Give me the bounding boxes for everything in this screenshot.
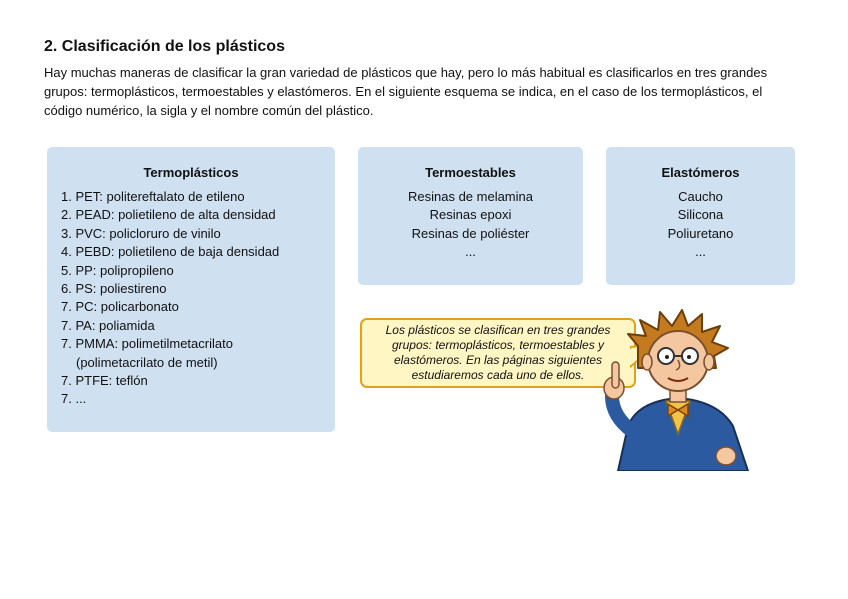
intro-paragraph: Hay muchas maneras de clasificar la gran variedad de plásticos que hay, pero lo más habitual es clasificarlos en tres grandes grupos: termoplásticos, termoestables y elastómeros. En el siguiente esquema se indica, en el caso de los termoplásticos, el código numérico, la sigla y el nombre común del plástico. — [44, 65, 768, 118]
list-item: ... — [695, 244, 706, 260]
list-item: 7. PMMA: polimetilmetacrilato — [61, 336, 233, 352]
list-item: 7. PA: poliamida — [61, 317, 155, 333]
list-item: Poliuretano — [667, 225, 734, 241]
thermoplastics-box — [47, 147, 335, 432]
thermosets-list — [358, 188, 583, 262]
list-item: 5. PP: polipropileno — [61, 262, 174, 278]
speech-bubble: Los plásticos se clasifican en tres grandes grupos: termoplásticos, termoestables y elastómeros. En las páginas siguientes estudiaremos cada uno de ellos. — [360, 318, 636, 388]
list-item: 1. PET: politereftalato de etileno — [61, 189, 245, 204]
list-item: Resinas de melamina — [407, 189, 533, 204]
list-item: Resinas de poliéster — [411, 225, 530, 241]
list-item: Silicona — [677, 207, 724, 223]
list-item: Resinas epoxi — [429, 207, 512, 223]
elastomers-heading: Elastómeros — [661, 165, 740, 180]
elastomers-box — [606, 147, 795, 285]
list-item-continuation: (polimetacrilato de metil) — [76, 354, 218, 370]
elastomers-list — [606, 188, 795, 262]
list-item: 7. PTFE: teflón — [61, 373, 148, 389]
thermosets-heading: Termoestables — [425, 165, 516, 180]
thermosets-box — [358, 147, 583, 285]
thermoplastics-list — [61, 188, 335, 409]
list-item: 7. ... — [61, 391, 87, 407]
list-item: 7. PC: policarbonato — [61, 299, 179, 315]
thermoplastics-heading: Termoplásticos — [143, 165, 239, 180]
list-item: Caucho — [678, 189, 723, 204]
list-item: 6. PS: poliestireno — [61, 281, 167, 297]
section-title: 2. Clasificación de los plásticos — [44, 38, 285, 55]
list-item: 3. PVC: policloruro de vinilo — [61, 225, 221, 241]
professor-character-illustration — [598, 306, 758, 471]
list-item: 4. PEBD: polietileno de baja densidad — [61, 244, 280, 260]
list-item: ... — [465, 244, 476, 260]
list-item: 2. PEAD: polietileno de alta densidad — [61, 207, 276, 223]
